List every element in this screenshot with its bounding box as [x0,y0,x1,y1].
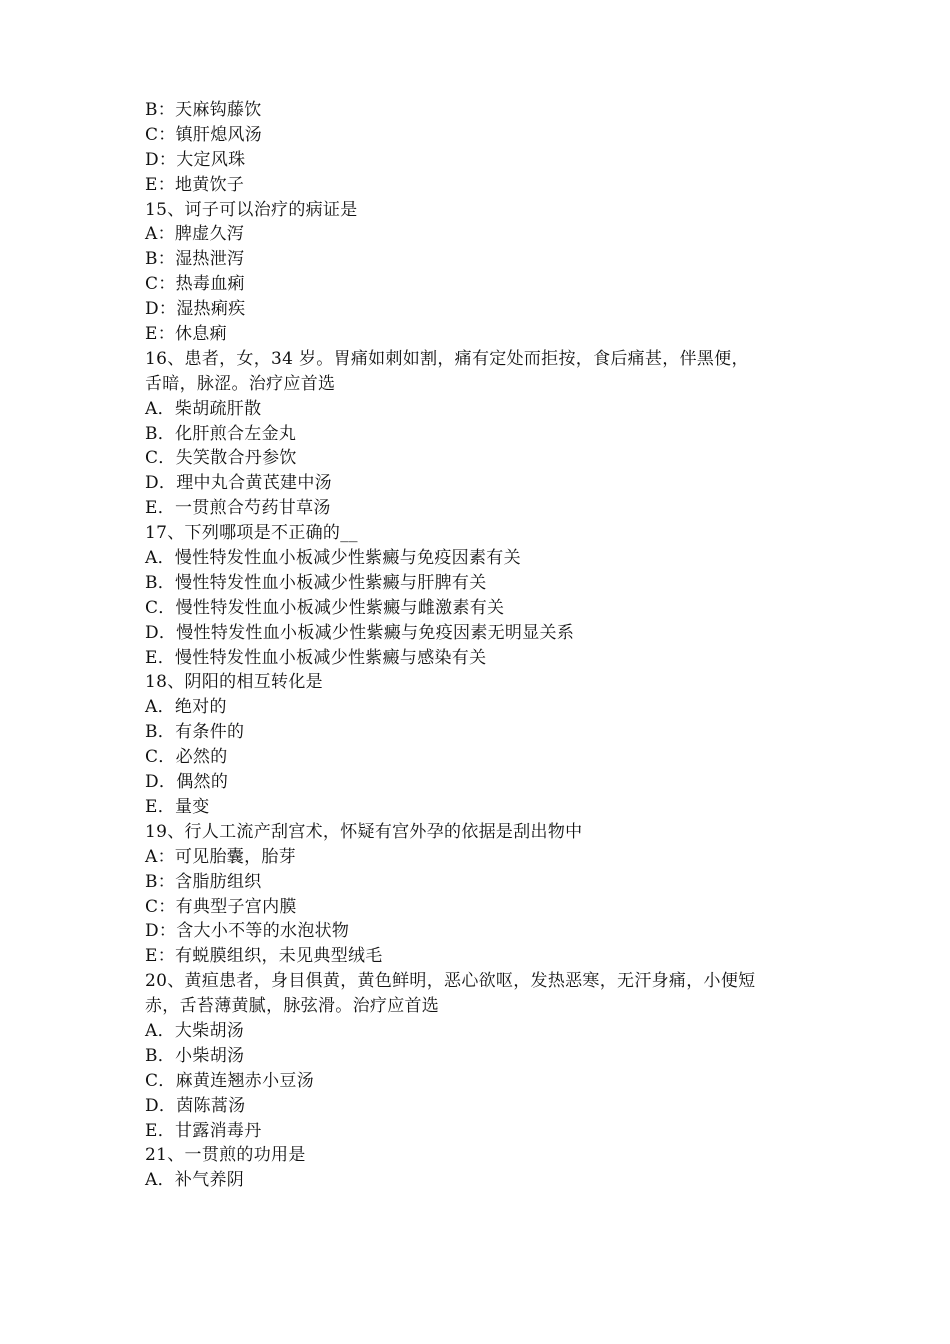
option-b-line: B．有条件的 [145,722,245,743]
question-19: 19、行人工流产刮宫术，怀疑有宫外孕的依据是刮出物中 [145,821,583,842]
option-d-line: D．慢性特发性血小板减少性紫癜与免疫因素无明显关系 [145,622,575,643]
option-e-line: E．一贯煎合芍药甘草汤 [145,498,331,519]
option-a-line: A．绝对的 [145,697,227,718]
option-c-line: C．麻黄连翘赤小豆汤 [145,1070,315,1091]
option-a-line: A：脾虚久泻 [145,224,245,245]
option-e-line: E．量变 [145,796,210,817]
option-e-line: E．甘露消毒丹 [145,1120,262,1141]
option-a-line: A．补气养阴 [145,1170,245,1191]
question-21: 21、一贯煎的功用是 [145,1145,306,1166]
option-b-line: B．慢性特发性血小板减少性紫癜与肝脾有关 [145,572,487,593]
question-18: 18、阴阳的相互转化是 [145,672,323,693]
option-c-line: C：镇肝熄风汤 [145,124,263,145]
option-b-line: B：天麻钩藤饮 [145,100,262,120]
option-d-line: D．理中丸合黄芪建中汤 [145,473,332,494]
option-d-line: D．偶然的 [145,772,229,793]
option-e-line: E．慢性特发性血小板减少性紫癜与感染有关 [145,647,487,668]
question-20-continued: 赤，舌苔薄黄腻，脉弦滑。治疗应首选 [145,996,440,1017]
option-c-line: C．必然的 [145,747,228,768]
option-b-line: B．小柴胡汤 [145,1045,245,1066]
document-body [145,98,825,1193]
option-e-line: E：地黄饮子 [145,174,245,195]
option-d-line: D：大定风珠 [145,149,246,170]
option-c-line: C：有典型子宫内膜 [145,896,297,917]
option-d-line: D：湿热痢疾 [145,299,246,320]
question-16: 16、患者，女，34 岁。胃痛如刺如割，痛有定处而拒按，食后痛甚，伴黑便， [145,348,749,369]
option-a-line: A：可见胎囊，胎芽 [145,846,296,867]
question-16-continued: 舌暗，脉涩。治疗应首选 [145,373,336,394]
option-d-line: D：含大小不等的水泡状物 [145,921,350,942]
option-b-line: B：含脂肪组织 [145,871,262,892]
option-e-line: E：休息痢 [145,324,227,345]
question-20: 20、黄疸患者，身目俱黄，黄色鲜明，恶心欲呕，发热恶寒，无汗身痛，小便短 [145,971,756,992]
option-a-line: A．大柴胡汤 [145,1020,245,1041]
option-b-line: B：湿热泄泻 [145,249,245,270]
option-c-line: C：热毒血痢 [145,274,245,295]
option-a-line: A．柴胡疏肝散 [145,398,262,419]
option-b-line: B．化肝煎合左金丸 [145,423,297,444]
option-c-line: C．慢性特发性血小板减少性紫癜与雌激素有关 [145,597,505,618]
question-17: 17、下列哪项是不正确的__ [145,523,358,544]
option-a-line: A．慢性特发性血小板减少性紫癜与免疫因素有关 [145,548,521,569]
option-c-line: C．失笑散合丹参饮 [145,448,297,469]
option-e-line: E：有蜕膜组织，未见典型绒毛 [145,946,383,967]
question-15: 15、诃子可以治疗的病证是 [145,199,358,220]
option-d-line: D．茵陈蒿汤 [145,1095,246,1116]
